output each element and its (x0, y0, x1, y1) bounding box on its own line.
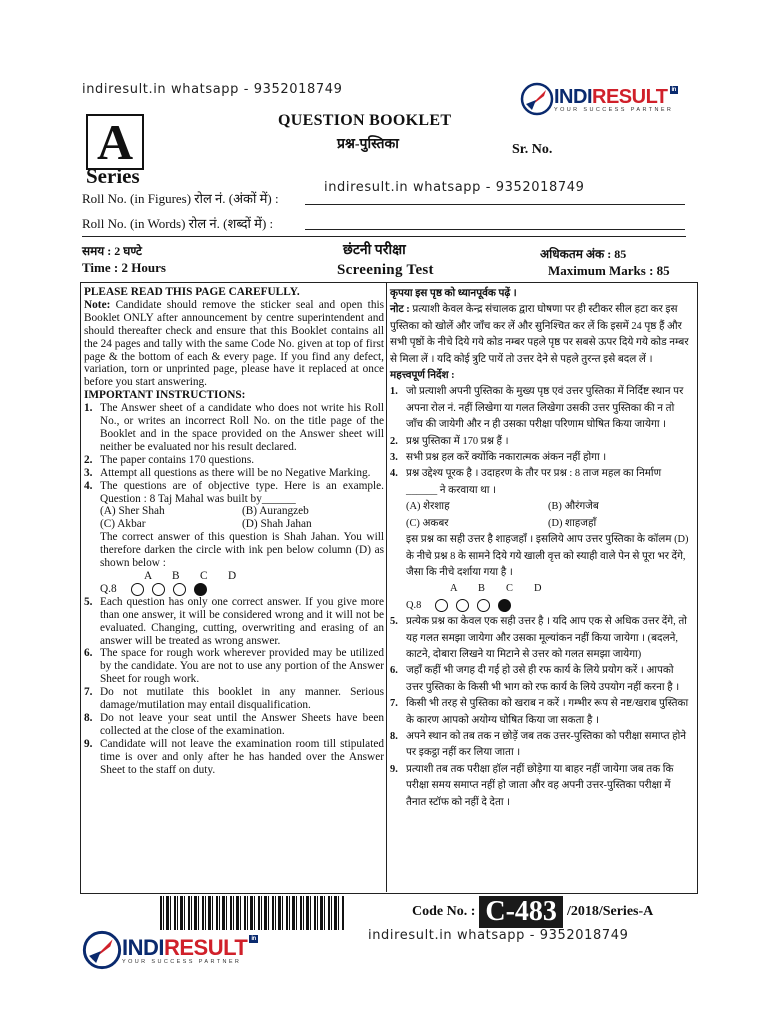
barcode (160, 896, 345, 930)
item-number: 7. (390, 698, 398, 710)
english-instruction-item (84, 467, 384, 480)
logo-tagline: YOUR SUCCESS PARTNER (554, 106, 674, 113)
english-bubble-letter: C (200, 569, 208, 582)
item-number: 3. (84, 466, 93, 479)
hindi-item4-cont: इस प्रश्न का सही उत्तर है शाहजहाँ । इसलिये आप उत्तर पुस्तिका के कॉलम (D) के नीचे प्रश्न 8 के सामने दिये गये खाली वृत्त को स्याही वाले पेन से पूरा भर देंगे, जैसा कि नीचे दर्शाया गया है । (406, 534, 689, 578)
code-label: Code No. : (412, 904, 476, 919)
hindi-bubble-letter: C (506, 583, 513, 595)
hindi-instruction-item (390, 696, 690, 729)
serial-number-label: Sr. No. (512, 142, 553, 157)
item-number: 4. (390, 468, 398, 480)
english-instruction-item (84, 647, 384, 686)
english-instruction-item (84, 402, 384, 454)
item-number: 3. (390, 452, 398, 464)
hindi-bubble-letter: D (534, 583, 542, 595)
column-divider (386, 282, 387, 892)
english-heading: PLEASE READ THIS PAGE CAREFULLY. (84, 286, 300, 298)
roll-words-label: Roll No. (in Words) रोल नं. (शब्दों में) : (82, 216, 274, 231)
item-text: Candidate will not leave the examination room till stipulated time is over and only after he has handed over the Answer Sheet to the staff on duty. (100, 737, 384, 776)
brand-logo-top (520, 82, 678, 116)
english-answer-bubble (131, 583, 144, 596)
hindi-option: (D) शाहजहाँ (548, 517, 597, 529)
hindi-answer-bubble (456, 599, 469, 612)
hindi-option: (A) शेरशाह (406, 501, 450, 513)
english-instruction-item (84, 480, 384, 506)
logo-badge: in (251, 936, 256, 942)
item-number: 8. (390, 730, 398, 742)
english-instruction-item (84, 712, 384, 738)
hindi-q-label: Q.8 (406, 599, 422, 611)
hindi-instruction-item (390, 762, 690, 811)
hindi-bubble-letter: B (478, 583, 485, 595)
item-text: Do not mutilate this booklet in any manner. Serious damage/mutilation may entail disqualification. (100, 686, 384, 712)
item-number: 2. (84, 453, 93, 466)
hindi-instr-heading: महत्त्वपूर्ण निर्देश : (390, 370, 455, 382)
item-text: जहाँ कहीं भी जगह दी गई हो उसे ही रफ कार्य के लिये प्रयोग करें । आपको उत्तर पुस्तिका के किसी भी भाग को रफ कार्य के लिये उपयोग नहीं करना है । (406, 665, 680, 693)
english-instruction-item (84, 596, 384, 648)
booklet-title-hindi: प्रश्न-पुस्तिका (337, 137, 399, 152)
hindi-instruction-item (390, 466, 690, 499)
hindi-answer-bubble (435, 599, 448, 612)
logo-text-a: INDI (122, 935, 164, 960)
hindi-instruction-item (390, 384, 690, 433)
hindi-heading: कृपया इस पृष्ठ को ध्यानपूर्वक पढ़ें । (390, 288, 517, 299)
item-number: 5. (390, 616, 398, 628)
series-box: A (86, 114, 144, 170)
exam-title-hindi: छंटनी परीक्षा (343, 243, 406, 258)
logo-badge: in (671, 86, 676, 93)
roll-words-field[interactable] (305, 229, 685, 230)
hindi-answer-bubble (477, 599, 490, 612)
english-instruction-item (84, 454, 384, 467)
item-text: Each question has only one correct answer. If you give more than one answer, it will be considered wrong and it will not be evaluated. Changing, cutting, overwriting and erasing of an answer will be treated as wrong answer. (100, 595, 384, 647)
item-number: 1. (84, 402, 93, 415)
item-number: 7. (84, 686, 93, 699)
max-marks-hindi: अधिकतम अंक : 85 (540, 247, 627, 261)
item-text: The questions are of objective type. Here is an example. Question : 8 Taj Mahal was built by______ (100, 479, 384, 505)
english-item4-cont: The correct answer of this question is Shah Jahan. You will therefore darken the circle with ink pen below column (D) as shown below : (100, 531, 384, 570)
watermark-bottom: indiresult.in whatsapp - 9352018749 (368, 928, 629, 943)
item-number: 5. (84, 595, 93, 608)
item-text: जो प्रत्याशी अपनी पुस्तिका के मुख्य पृष्ठ एवं उत्तर पुस्तिका में निर्दिष्ट स्थान पर अपना रोल नं. नहीं लिखेगा या गलत लिखेगा उसकी उत्तर पुस्तिका की न तो जाँच की जायेगी और न ही उसका परीक्षा परिणाम घोषित किया जायेगा । (406, 386, 684, 431)
hindi-instruction-item (390, 434, 690, 450)
rocket-logo-icon (82, 930, 122, 970)
logo-text-b: RESULT (592, 85, 668, 108)
hindi-answer-bubble (498, 599, 511, 612)
item-number: 8. (84, 712, 93, 724)
english-instr-heading: IMPORTANT INSTRUCTIONS: (84, 389, 246, 402)
item-text: प्रत्याशी तब तक परीक्षा हॉल नहीं छोड़ेगा या बाहर नहीं जायेगा जब तक कि परीक्षा समय समाप्त नहीं हो जाता और वह अपनी उत्तर-पुस्तिका परीक्षा में तैनात स्टॉफ को नहीं दे देता । (406, 763, 674, 808)
item-number: 9. (84, 737, 93, 750)
english-instruction-item (84, 738, 384, 777)
item-number: 4. (84, 479, 93, 492)
time-hindi: समय : 2 घण्टे (82, 244, 142, 258)
hindi-bubble-letter: A (450, 583, 458, 595)
rocket-logo-icon (520, 82, 554, 116)
hindi-option: (C) अकबर (406, 517, 449, 529)
item-text: प्रश्न उद्देश्य पूरक है । उदाहरण के तौर पर प्रश्न : 8 ताज महल का निर्माण ______ ने करवाया था । (406, 468, 662, 496)
english-bubble-letter: D (228, 569, 237, 582)
item-number: 6. (84, 647, 93, 660)
logo-tagline: YOUR SUCCESS PARTNER (122, 959, 242, 965)
series-label: Series (86, 164, 140, 188)
instructions-hindi (390, 286, 690, 811)
watermark-mid: indiresult.in whatsapp - 9352018749 (324, 180, 585, 195)
english-note: Note: Candidate should remove the sticker seal and open this Booklet ONLY after announcement by centre superintendent and should thereafter check and ensure that this Booklet contains all the 24 pages and tally with the same Code No. given at top of first page & the bottom of each & every page. If you find any defect, variation, torn or unprinted page, please have it replaced at once before you start answering. (84, 298, 384, 389)
item-text: किसी भी तरह से पुस्तिका को खराब न करें । गम्भीर रूप से नष्ट/खराब पुस्तिका के कारण आपको अयोग्य घोषित किया जा सकता है । (406, 698, 689, 726)
item-text: प्रश्न पुस्तिका में 170 प्रश्न हैं । (406, 435, 509, 447)
item-text: The Answer sheet of a candidate who does not write his Roll No., or writes an incorrect Roll No. on the title page of the Booklet and in the space provided on the Answer sheet will neither be evaluated nor his result declared. (100, 402, 384, 453)
item-text: The space for rough work wherever provided may be utilized by the candidate. You are not to use any portion of the Answer Sheet for rough work. (100, 647, 384, 686)
logo-text-a: INDI (554, 85, 592, 108)
item-text: सभी प्रश्न हल करें क्योंकि नकारात्मक अंकन नहीं होगा । (406, 452, 607, 464)
hindi-instruction-item (390, 729, 690, 762)
exam-title-english: Screening Test (337, 262, 434, 278)
hindi-instruction-item (390, 450, 690, 466)
item-number: 9. (390, 763, 398, 775)
booklet-title: QUESTION BOOKLET (278, 112, 452, 129)
roll-figures-field[interactable] (305, 204, 685, 205)
item-text: अपने स्थान को तब तक न छोड़ें जब तक उत्तर-पुस्तिका को परीक्षा समाप्त होने पर इकट्ठा नहीं कर लिया जाता । (406, 730, 687, 759)
item-number: 1. (390, 386, 398, 398)
code-block (412, 896, 653, 928)
english-option: (A) Sher Shah (100, 505, 165, 518)
english-q-label: Q.8 (100, 582, 117, 595)
watermark-top: indiresult.in whatsapp - 9352018749 (82, 82, 343, 97)
item-text: Do not leave your seat until the Answer Sheets have been collected at the close of the examination. (100, 712, 384, 737)
item-number: 6. (390, 665, 398, 677)
item-text: Attempt all questions as there will be no Negative Marking. (100, 466, 371, 479)
english-bubble-letter: B (172, 569, 180, 582)
item-text: The paper contains 170 questions. (100, 453, 255, 466)
english-answer-bubble (194, 583, 207, 596)
english-answer-bubble (173, 583, 186, 596)
item-number: 2. (390, 435, 398, 447)
logo-text-b: RESULT (164, 935, 248, 960)
item-text: प्रत्येक प्रश्न का केवल एक सही उत्तर है । यदि आप एक से अधिक उत्तर देंगे, तो यह गलत समझा जायेगा और उसका मूल्यांकन नहीं किया जायेगा । (बदलने, काटने, दोबारा लिखने या मिटाने से उत्तर को गलत समझा जायेगा) (406, 616, 687, 660)
english-option: (C) Akbar (100, 518, 146, 531)
brand-logo-bottom (82, 930, 258, 970)
hindi-instruction-item (390, 614, 690, 663)
english-bubble-letter: A (144, 569, 153, 582)
time-english: Time : 2 Hours (82, 260, 166, 275)
hindi-instruction-item (390, 663, 690, 696)
instructions-english (84, 286, 384, 777)
max-marks-english: Maximum Marks : 85 (548, 263, 670, 278)
code-suffix: /2018/Series-A (566, 904, 654, 919)
code-value: C-483 (479, 896, 563, 928)
english-option: (D) Shah Jahan (242, 518, 312, 531)
english-answer-bubble (152, 583, 165, 596)
header-divider (82, 236, 686, 237)
roll-figures-label: Roll No. (in Figures) रोल नं. (अंकों में) : (82, 191, 279, 206)
hindi-note: नोट : प्रत्याशी केवल केन्द्र संचालक द्वारा घोषणा पर ही स्टीकर सील हटा कर इस पुस्तिका को खोलें और जाँच कर लें और सुनिश्चित कर लें कि इसमें 24 पृष्ठ हैं और सभी पृष्ठों के नीचे दिये गये कोड नम्बर पहले पृष्ठ पर सबसे ऊपर दिये गये कोड नम्बर से मिला लें । यदि कोई त्रुटि पायें तो उत्तर देने से पहले तुरन्त इसे बदल लें । (390, 304, 689, 365)
english-instruction-item (84, 686, 384, 712)
hindi-option: (B) औरंगजेब (548, 501, 599, 513)
english-option: (B) Aurangzeb (242, 505, 309, 518)
